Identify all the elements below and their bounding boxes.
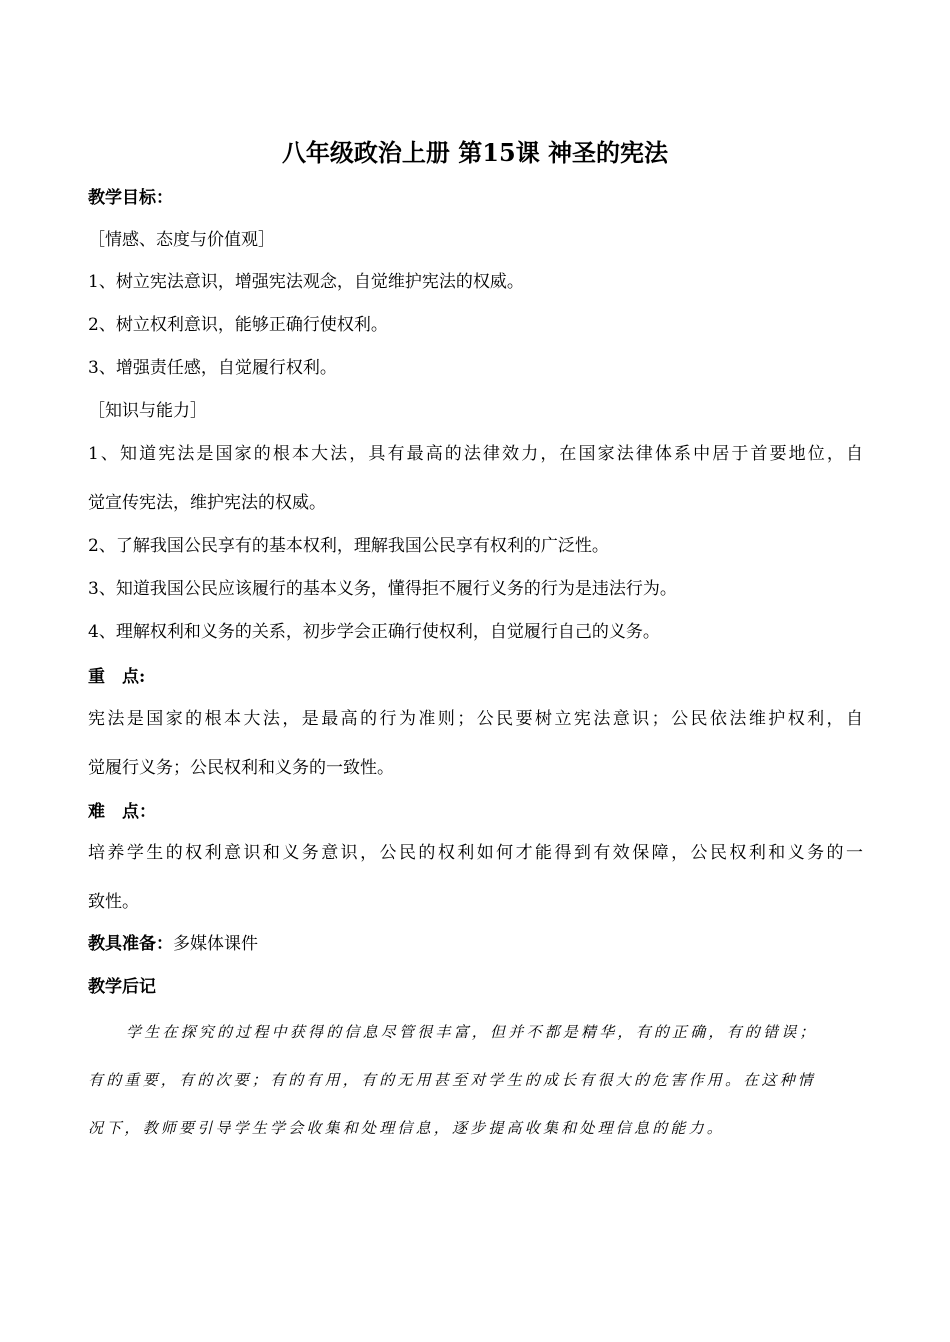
knowledge-section-label: ［知识与能力］ xyxy=(88,401,207,421)
document-title: 八年级政治上册 第15课 神圣的宪法 xyxy=(281,138,669,167)
attitude-item: 2、树立权利意识，能够正确行使权利。 xyxy=(88,315,388,335)
difficulties-text: 致性。 xyxy=(88,892,139,912)
materials-heading: 教具准备： xyxy=(88,934,173,954)
difficulties-heading: 难 点： xyxy=(88,802,156,822)
key-points-heading: 重 点: xyxy=(88,667,146,687)
reflection-text: 学生在探究的过程中获得的信息尽管很丰富，但并不都是精华，有的正确，有的错误； xyxy=(126,1023,818,1041)
attitude-item: 1、树立宪法意识，增强宪法观念，自觉维护宪法的权威。 xyxy=(88,272,524,292)
attitude-section-label: ［情感、态度与价值观］ xyxy=(88,230,275,250)
reflection-text: 有的重要，有的次要；有的有用，有的无用甚至对学生的成长有很大的危害作用。在这种情 xyxy=(88,1071,817,1089)
objectives-heading: 教学目标： xyxy=(88,188,173,208)
knowledge-item: 4、理解权利和义务的关系，初步学会正确行使权利，自觉履行自己的义务。 xyxy=(88,622,660,642)
knowledge-item-line: 觉宣传宪法，维护宪法的权威。 xyxy=(88,493,326,513)
difficulties-text: 培养学生的权利意识和义务意识，公民的权利如何才能得到有效保障，公民权利和义务的一 xyxy=(88,843,863,863)
reflection-text: 况下，教师要引导学生学会收集和处理信息，逐步提高收集和处理信息的能力。 xyxy=(88,1119,726,1137)
knowledge-item: 3、知道我国公民应该履行的基本义务，懂得拒不履行义务的行为是违法行为。 xyxy=(88,579,677,599)
key-points-text: 觉履行义务；公民权利和义务的一致性。 xyxy=(88,758,394,778)
knowledge-item: 2、了解我国公民享有的基本权利，理解我国公民享有权利的广泛性。 xyxy=(88,536,609,556)
attitude-item: 3、增强责任感，自觉履行权利。 xyxy=(88,358,337,378)
materials-line xyxy=(88,932,863,956)
knowledge-item-line: 1、知道宪法是国家的根本大法，具有最高的法律效力，在国家法律体系中居于首要地位，自 xyxy=(88,444,863,464)
reflection-heading: 教学后记 xyxy=(88,977,156,997)
key-points-text: 宪法是国家的根本大法，是最高的行为准则；公民要树立宪法意识；公民依法维护权利，自 xyxy=(88,709,863,729)
materials-value: 多媒体课件 xyxy=(173,934,258,954)
